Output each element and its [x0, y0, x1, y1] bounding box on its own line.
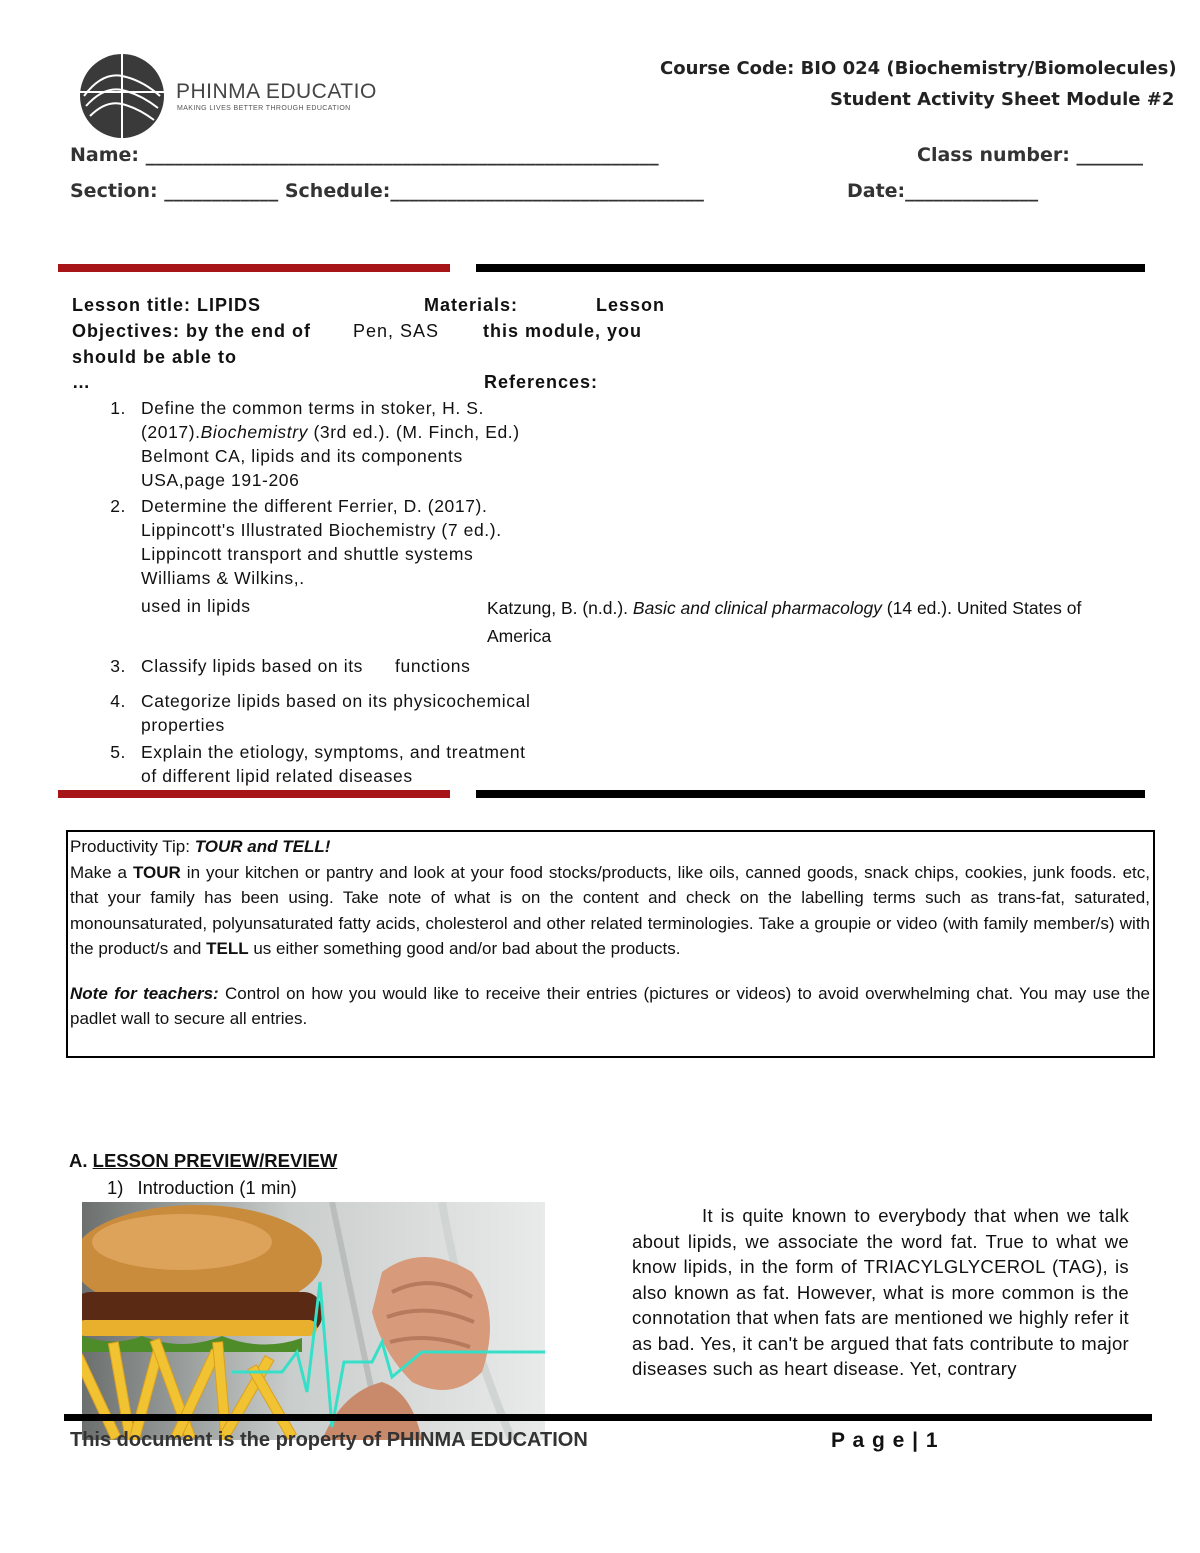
- module-words: this module, you: [483, 321, 643, 341]
- logo-name: PHINMA EDUCATION: [176, 80, 376, 103]
- intro-paragraph: It is quite known to everybody that when we talk about lipids, we associate the word fat. True to what we know lipids, in the form of TRIACYLGLYCEROL (TAG), is also known as fat. However, what is more common is the connotation that when fats are mentioned we highly refer it as bad. Yes, it can't be argued that fats contribute to major diseases such as heart disease. Yet, contrary: [632, 1205, 1129, 1379]
- used-in-lipids: used in lipids: [141, 596, 251, 616]
- name-row: [70, 144, 659, 166]
- objective-2-line1: Determine the different Ferrier, D. (2017).: [141, 496, 488, 516]
- footer-property: This document is the property of PHINMA EDUCATION: [70, 1429, 588, 1451]
- objectives-line1: Objectives: by the end of: [72, 321, 312, 341]
- objective-2: [96, 494, 588, 590]
- objectives-line3: …: [72, 372, 91, 392]
- schedule-field[interactable]: _________________________________: [390, 180, 704, 202]
- objective-2-line3: Lippincott transport and shuttle systems: [141, 544, 474, 564]
- objective-1-line2: (2017).Biochemistry (3rd ed.). (M. Finch, Ed.): [141, 422, 520, 442]
- date-field[interactable]: ______________: [905, 180, 1039, 202]
- lesson-word: Lesson: [596, 295, 666, 315]
- materials-value: Pen, SAS: [353, 321, 440, 341]
- section-a-heading: A. LESSON PREVIEW/REVIEW: [69, 1150, 338, 1171]
- productivity-tip-box: [66, 830, 1155, 1058]
- objective-4: 4. Categorize lipids based on its physicochemical properties: [110, 691, 531, 735]
- tip-body: Make a TOUR in your kitchen or pantry and look at your food stocks/products, like oils, canned goods, snack chips, cookies, junk foods. etc, that your family has been using. Take note of what is on the content and check on the labelling terms such as trans-fat, saturated, monounsaturated, polyunsaturated fatty acids, cholesterol and other related terminologies. Take a groupie or video (with family member/s) with the product/s and TELL us either something good and/or bad about the products.: [70, 862, 1150, 958]
- logo-tagline: MAKING LIVES BETTER THROUGH EDUCATION: [177, 105, 351, 112]
- name-label: Name:: [70, 144, 140, 166]
- objectives-line2: should be able to: [72, 347, 238, 367]
- footer-divider: [64, 1414, 1152, 1421]
- objective-2-line4: Williams & Wilkins,.: [141, 568, 305, 588]
- objective-1-num: 1.: [110, 398, 126, 418]
- objective-5: 5. Explain the etiology, symptoms, and treatment of different lipid related diseases: [110, 742, 526, 786]
- objective-1-line3: Belmont CA, lipids and its components: [141, 446, 463, 466]
- divider-red-bottom: [58, 790, 450, 798]
- section-label: Section:: [70, 180, 158, 202]
- objective-1: [96, 396, 588, 492]
- divider-black-bottom: [476, 790, 1145, 798]
- sheet-title: Student Activity Sheet Module #2: [830, 89, 1175, 110]
- logo: [76, 52, 376, 140]
- section-field[interactable]: ____________: [164, 180, 279, 202]
- divider-black-top: [476, 264, 1145, 272]
- name-field[interactable]: ______________________________________________________: [145, 144, 659, 166]
- date-row: [847, 180, 1038, 202]
- section-row: [70, 180, 704, 202]
- tip-heading: Productivity Tip: TOUR and TELL!: [70, 837, 331, 856]
- page-number: P a g e | 1: [831, 1429, 939, 1452]
- materials-label: Materials:: [424, 295, 519, 315]
- class-number-label: Class number:: [917, 144, 1070, 166]
- class-number-row: [917, 144, 1143, 166]
- schedule-label: Schedule:: [284, 180, 391, 202]
- objective-1-line1: Define the common terms in stoker, H. S.: [141, 398, 485, 418]
- junk-food-heart-image: [82, 1202, 545, 1440]
- reference-katzung: Katzung, B. (n.d.). Basic and clinical pharmacology (14 ed.). United States of America: [487, 598, 1082, 646]
- class-number-field[interactable]: _______: [1076, 144, 1143, 166]
- phinma-globe-icon: [76, 52, 376, 140]
- objective-2-num: 2.: [110, 496, 126, 516]
- objective-3: 3. Classify lipids based on its functions: [110, 656, 471, 676]
- objective-1-line4: USA,page 191-206: [141, 470, 300, 490]
- references-label: References:: [484, 372, 599, 392]
- date-label: Date:: [847, 180, 906, 202]
- intro-item: 1) Introduction (1 min): [107, 1177, 297, 1198]
- divider-red-top: [58, 264, 450, 272]
- objective-2-line2: Lippincott's Illustrated Biochemistry (7 ed.).: [141, 520, 502, 540]
- lesson-title: Lesson title: LIPIDS: [72, 295, 262, 315]
- burger-fries-heart-illustration: [82, 1202, 545, 1440]
- course-code: Course Code: BIO 024 (Biochemistry/Biomolecules): [660, 58, 1177, 79]
- tip-note: Note for teachers: Control on how you would like to receive their entries (pictures or videos) to avoid overwhelming chat. You may use the padlet wall to secure all entries.: [70, 983, 1150, 1028]
